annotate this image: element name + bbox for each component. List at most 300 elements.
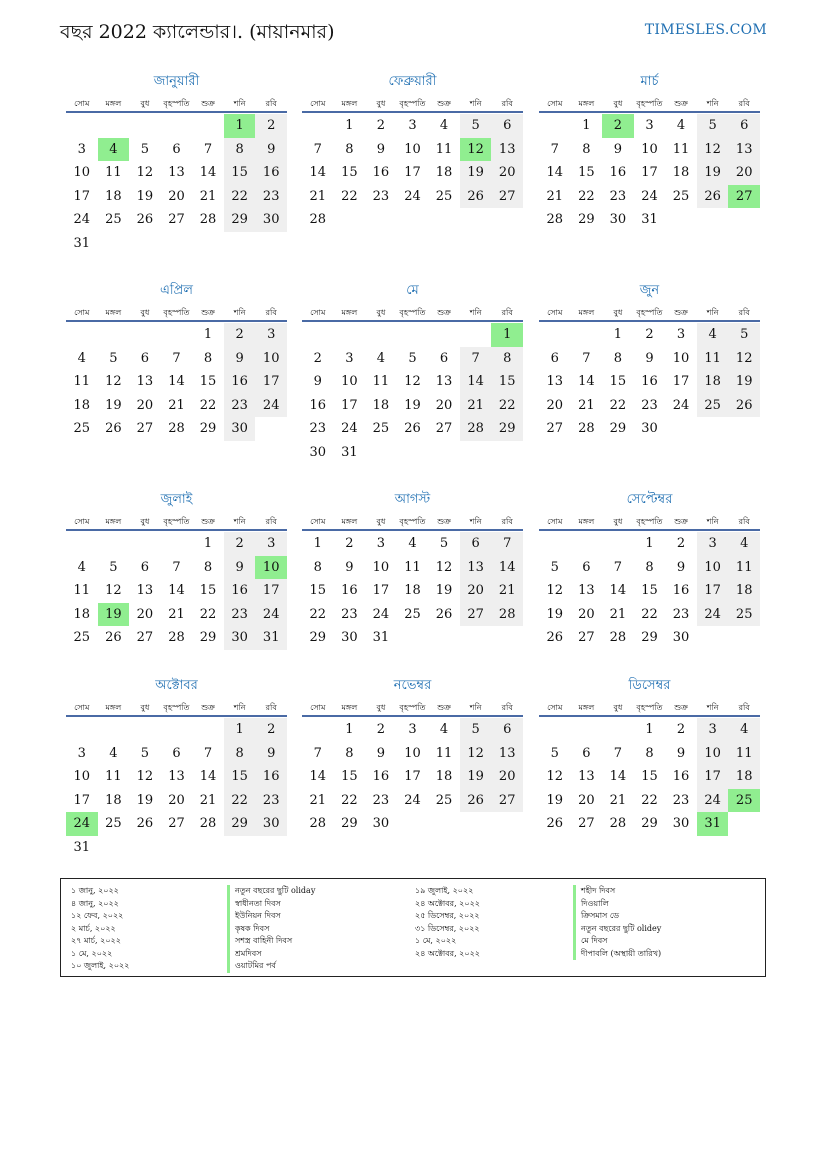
day-cell[interactable]: 30 [341, 630, 358, 645]
day-cell[interactable]: 17 [404, 769, 421, 784]
day-cell[interactable]: 29 [641, 816, 658, 831]
day-cell[interactable]: 10 [697, 742, 729, 766]
day-cell[interactable]: 11 [697, 347, 729, 371]
day-cell[interactable]: 8 [613, 350, 623, 366]
day-cell[interactable]: 31 [255, 626, 287, 650]
day-cell[interactable]: 25 [728, 789, 760, 813]
day-cell[interactable]: 4 [728, 718, 760, 742]
day-cell[interactable]: 22 [309, 606, 327, 622]
day-cell[interactable]: 6 [582, 559, 591, 575]
day-cell[interactable]: 26 [435, 606, 453, 622]
day-cell[interactable]: 21 [491, 579, 523, 603]
day-cell[interactable]: 29 [224, 208, 256, 232]
day-cell[interactable]: 1 [345, 118, 354, 133]
day-cell[interactable]: 2 [676, 722, 686, 737]
day-cell[interactable]: 14 [199, 769, 217, 784]
day-cell[interactable]: 19 [697, 161, 729, 185]
day-cell[interactable]: 24 [404, 792, 421, 808]
day-cell[interactable]: 16 [224, 579, 256, 603]
day-cell[interactable]: 27 [168, 816, 185, 831]
day-cell[interactable]: 13 [491, 742, 523, 766]
day-cell[interactable]: 19 [404, 397, 421, 413]
day-cell[interactable]: 9 [676, 745, 686, 761]
day-cell[interactable]: 26 [136, 816, 154, 831]
day-cell[interactable]: 15 [578, 165, 595, 180]
day-cell[interactable]: 11 [105, 769, 122, 784]
day-cell[interactable]: 4 [98, 138, 130, 162]
day-cell[interactable]: 21 [609, 792, 627, 808]
day-cell[interactable]: 26 [546, 630, 564, 645]
day-cell[interactable]: 2 [224, 532, 256, 556]
day-cell[interactable]: 4 [439, 118, 449, 133]
day-cell[interactable]: 12 [105, 374, 122, 389]
day-cell[interactable]: 14 [491, 556, 523, 580]
day-cell[interactable]: 4 [77, 559, 86, 575]
day-cell[interactable]: 30 [255, 812, 287, 836]
day-cell[interactable]: 3 [345, 350, 354, 366]
day-cell[interactable]: 17 [697, 765, 729, 789]
day-cell[interactable]: 16 [309, 397, 327, 413]
day-cell[interactable]: 9 [255, 742, 287, 766]
day-cell[interactable]: 19 [98, 603, 130, 627]
day-cell[interactable]: 6 [172, 745, 181, 761]
day-cell[interactable]: 6 [550, 350, 559, 366]
day-cell[interactable]: 31 [341, 444, 358, 460]
day-cell[interactable]: 6 [582, 745, 591, 761]
day-cell[interactable]: 5 [697, 114, 729, 138]
day-cell[interactable]: 23 [641, 397, 658, 413]
day-cell[interactable]: 11 [435, 745, 453, 761]
day-cell[interactable]: 28 [491, 603, 523, 627]
day-cell[interactable]: 18 [404, 583, 421, 598]
day-cell[interactable]: 1 [645, 722, 654, 737]
day-cell[interactable]: 23 [309, 421, 327, 436]
day-cell[interactable]: 20 [491, 765, 523, 789]
day-cell[interactable]: 4 [376, 350, 386, 366]
day-cell[interactable]: 1 [645, 536, 654, 551]
day-cell[interactable]: 28 [546, 212, 564, 227]
day-cell[interactable]: 25 [435, 792, 453, 808]
day-cell[interactable]: 2 [376, 118, 386, 133]
day-cell[interactable]: 3 [77, 745, 86, 761]
day-cell[interactable]: 24 [372, 606, 390, 622]
day-cell[interactable]: 12 [546, 769, 564, 784]
day-cell[interactable]: 20 [136, 606, 154, 622]
day-cell[interactable]: 13 [136, 374, 154, 389]
day-cell[interactable]: 11 [435, 141, 453, 157]
day-cell[interactable]: 8 [345, 745, 354, 761]
day-cell[interactable]: 27 [168, 212, 185, 227]
day-cell[interactable]: 12 [697, 138, 729, 162]
day-cell[interactable]: 23 [255, 789, 287, 813]
day-cell[interactable]: 3 [408, 118, 417, 133]
day-cell[interactable]: 22 [224, 185, 256, 209]
day-cell[interactable]: 7 [313, 745, 322, 761]
day-cell[interactable]: 4 [697, 323, 729, 347]
day-cell[interactable]: 16 [255, 161, 287, 185]
day-cell[interactable]: 14 [199, 165, 217, 180]
day-cell[interactable]: 26 [105, 630, 122, 645]
day-cell[interactable]: 8 [203, 350, 213, 366]
day-cell[interactable]: 6 [140, 350, 150, 366]
day-cell[interactable]: 6 [140, 559, 150, 575]
day-cell[interactable]: 22 [491, 394, 523, 418]
day-cell[interactable]: 4 [408, 536, 417, 551]
day-cell[interactable]: 16 [341, 583, 358, 598]
day-cell[interactable]: 8 [345, 141, 354, 157]
day-cell[interactable]: 26 [697, 185, 729, 209]
day-cell[interactable]: 22 [341, 188, 358, 204]
day-cell[interactable]: 27 [578, 816, 595, 831]
day-cell[interactable]: 20 [136, 397, 154, 413]
day-cell[interactable]: 31 [641, 212, 658, 227]
day-cell[interactable]: 24 [255, 603, 287, 627]
day-cell[interactable]: 14 [546, 165, 564, 180]
day-cell[interactable]: 5 [728, 323, 760, 347]
day-cell[interactable]: 12 [435, 559, 453, 575]
day-cell[interactable]: 3 [697, 532, 729, 556]
day-cell[interactable]: 30 [609, 212, 627, 227]
day-cell[interactable]: 31 [73, 839, 91, 855]
day-cell[interactable]: 21 [460, 394, 492, 418]
day-cell[interactable]: 28 [578, 421, 595, 436]
day-cell[interactable]: 5 [408, 350, 417, 366]
day-cell[interactable]: 1 [313, 536, 322, 551]
day-cell[interactable]: 27 [491, 185, 523, 209]
day-cell[interactable]: 21 [578, 397, 595, 413]
day-cell[interactable]: 20 [168, 188, 185, 204]
day-cell[interactable]: 4 [439, 722, 449, 737]
day-cell[interactable]: 29 [309, 630, 327, 645]
day-cell[interactable]: 19 [460, 765, 492, 789]
day-cell[interactable]: 12 [404, 374, 421, 389]
day-cell[interactable]: 7 [313, 141, 322, 157]
day-cell[interactable]: 9 [613, 141, 623, 157]
day-cell[interactable]: 17 [697, 579, 729, 603]
day-cell[interactable]: 16 [372, 165, 390, 180]
day-cell[interactable]: 22 [341, 792, 358, 808]
day-cell[interactable]: 23 [372, 188, 390, 204]
day-cell[interactable]: 28 [168, 421, 185, 436]
day-cell[interactable]: 10 [404, 141, 421, 157]
day-cell[interactable]: 7 [550, 141, 559, 157]
day-cell[interactable]: 15 [341, 165, 358, 180]
day-cell[interactable]: 25 [435, 188, 453, 204]
day-cell[interactable]: 9 [345, 559, 354, 575]
day-cell[interactable]: 6 [491, 718, 523, 742]
day-cell[interactable]: 5 [140, 141, 150, 157]
day-cell[interactable]: 3 [676, 327, 686, 342]
day-cell[interactable]: 29 [199, 421, 217, 436]
day-cell[interactable]: 31 [697, 812, 729, 836]
day-cell[interactable]: 5 [439, 536, 449, 551]
day-cell[interactable]: 25 [105, 212, 122, 227]
day-cell[interactable]: 7 [172, 559, 181, 575]
day-cell[interactable]: 21 [309, 188, 327, 204]
day-cell[interactable]: 18 [73, 397, 91, 413]
day-cell[interactable]: 1 [582, 118, 591, 133]
day-cell[interactable]: 30 [372, 816, 390, 831]
day-cell[interactable]: 14 [609, 583, 627, 598]
day-cell[interactable]: 18 [372, 397, 390, 413]
day-cell[interactable]: 9 [313, 374, 322, 389]
day-cell[interactable]: 19 [728, 370, 760, 394]
day-cell[interactable]: 2 [676, 536, 686, 551]
day-cell[interactable]: 23 [224, 394, 256, 418]
day-cell[interactable]: 4 [676, 118, 686, 133]
day-cell[interactable]: 17 [404, 165, 421, 180]
day-cell[interactable]: 14 [168, 374, 185, 389]
day-cell[interactable]: 24 [697, 603, 729, 627]
day-cell[interactable]: 18 [73, 606, 91, 622]
day-cell[interactable]: 11 [728, 556, 760, 580]
day-cell[interactable]: 18 [728, 765, 760, 789]
day-cell[interactable]: 11 [73, 374, 91, 389]
day-cell[interactable]: 18 [435, 165, 453, 180]
day-cell[interactable]: 4 [109, 745, 118, 761]
day-cell[interactable]: 5 [109, 350, 118, 366]
day-cell[interactable]: 28 [609, 816, 627, 831]
day-cell[interactable]: 19 [136, 188, 154, 204]
day-cell[interactable]: 3 [77, 141, 86, 157]
day-cell[interactable]: 28 [309, 816, 327, 831]
day-cell[interactable]: 16 [255, 765, 287, 789]
day-cell[interactable]: 21 [199, 792, 217, 808]
day-cell[interactable]: 3 [408, 722, 417, 737]
day-cell[interactable]: 19 [460, 161, 492, 185]
day-cell[interactable]: 7 [460, 347, 492, 371]
day-cell[interactable]: 13 [168, 165, 185, 180]
day-cell[interactable]: 1 [224, 718, 256, 742]
day-cell[interactable]: 11 [672, 141, 690, 157]
day-cell[interactable]: 1 [613, 327, 623, 342]
day-cell[interactable]: 16 [672, 769, 690, 784]
day-cell[interactable]: 5 [460, 114, 492, 138]
day-cell[interactable]: 13 [460, 556, 492, 580]
day-cell[interactable]: 15 [609, 374, 627, 389]
day-cell[interactable]: 2 [255, 718, 287, 742]
day-cell[interactable]: 3 [255, 323, 287, 347]
day-cell[interactable]: 20 [578, 792, 595, 808]
day-cell[interactable]: 14 [309, 769, 327, 784]
day-cell[interactable]: 2 [255, 114, 287, 138]
day-cell[interactable]: 6 [491, 114, 523, 138]
day-cell[interactable]: 9 [376, 141, 386, 157]
day-cell[interactable]: 22 [199, 397, 217, 413]
day-cell[interactable]: 17 [255, 370, 287, 394]
day-cell[interactable]: 20 [578, 606, 595, 622]
day-cell[interactable]: 20 [546, 397, 564, 413]
day-cell[interactable]: 10 [404, 745, 421, 761]
day-cell[interactable]: 22 [224, 789, 256, 813]
day-cell[interactable]: 2 [345, 536, 354, 551]
day-cell[interactable]: 24 [66, 812, 98, 836]
day-cell[interactable]: 8 [313, 559, 322, 575]
day-cell[interactable]: 12 [136, 769, 154, 784]
day-cell[interactable]: 22 [578, 188, 595, 204]
day-cell[interactable]: 16 [224, 370, 256, 394]
site-link[interactable]: TIMESLES.COM [644, 22, 767, 38]
day-cell[interactable]: 9 [224, 556, 256, 580]
day-cell[interactable]: 28 [168, 630, 185, 645]
day-cell[interactable]: 1 [345, 722, 354, 737]
day-cell[interactable]: 16 [372, 769, 390, 784]
day-cell[interactable]: 5 [550, 559, 559, 575]
day-cell[interactable]: 12 [105, 583, 122, 598]
day-cell[interactable]: 12 [546, 583, 564, 598]
day-cell[interactable]: 28 [309, 212, 327, 227]
day-cell[interactable]: 25 [372, 421, 390, 436]
day-cell[interactable]: 21 [309, 792, 327, 808]
day-cell[interactable]: 29 [491, 417, 523, 441]
day-cell[interactable]: 1 [203, 327, 213, 342]
day-cell[interactable]: 24 [341, 421, 358, 436]
day-cell[interactable]: 29 [341, 816, 358, 831]
day-cell[interactable]: 26 [460, 789, 492, 813]
day-cell[interactable]: 20 [168, 792, 185, 808]
day-cell[interactable]: 23 [672, 792, 690, 808]
day-cell[interactable]: 18 [105, 792, 122, 808]
day-cell[interactable]: 23 [255, 185, 287, 209]
day-cell[interactable]: 1 [203, 536, 213, 551]
day-cell[interactable]: 27 [578, 630, 595, 645]
day-cell[interactable]: 28 [199, 212, 217, 227]
day-cell[interactable]: 29 [224, 812, 256, 836]
day-cell[interactable]: 10 [73, 165, 91, 180]
day-cell[interactable]: 15 [309, 583, 327, 598]
day-cell[interactable]: 29 [609, 421, 627, 436]
day-cell[interactable]: 25 [728, 603, 760, 627]
day-cell[interactable]: 10 [372, 559, 390, 575]
day-cell[interactable]: 27 [546, 421, 564, 436]
day-cell[interactable]: 12 [728, 347, 760, 371]
day-cell[interactable]: 2 [376, 722, 386, 737]
day-cell[interactable]: 28 [609, 630, 627, 645]
day-cell[interactable]: 10 [73, 769, 91, 784]
day-cell[interactable]: 10 [697, 556, 729, 580]
day-cell[interactable]: 7 [613, 745, 623, 761]
day-cell[interactable]: 11 [372, 374, 390, 389]
day-cell[interactable]: 30 [224, 417, 256, 441]
day-cell[interactable]: 3 [645, 118, 654, 133]
day-cell[interactable]: 8 [491, 347, 523, 371]
day-cell[interactable]: 13 [168, 769, 185, 784]
day-cell[interactable]: 7 [613, 559, 623, 575]
day-cell[interactable]: 13 [546, 374, 564, 389]
day-cell[interactable]: 12 [460, 742, 492, 766]
day-cell[interactable]: 23 [372, 792, 390, 808]
day-cell[interactable]: 27 [728, 185, 760, 209]
day-cell[interactable]: 15 [491, 370, 523, 394]
day-cell[interactable]: 24 [73, 212, 91, 227]
day-cell[interactable]: 2 [602, 114, 634, 138]
day-cell[interactable]: 30 [255, 208, 287, 232]
day-cell[interactable]: 13 [578, 583, 595, 598]
day-cell[interactable]: 17 [73, 792, 91, 808]
day-cell[interactable]: 12 [460, 138, 492, 162]
day-cell[interactable]: 3 [376, 536, 386, 551]
day-cell[interactable]: 14 [460, 370, 492, 394]
day-cell[interactable]: 16 [609, 165, 627, 180]
day-cell[interactable]: 7 [203, 745, 213, 761]
day-cell[interactable]: 9 [676, 559, 686, 575]
day-cell[interactable]: 24 [404, 188, 421, 204]
day-cell[interactable]: 21 [168, 606, 185, 622]
day-cell[interactable]: 4 [77, 350, 86, 366]
day-cell[interactable]: 19 [435, 583, 453, 598]
day-cell[interactable]: 24 [641, 188, 658, 204]
day-cell[interactable]: 27 [460, 603, 492, 627]
day-cell[interactable]: 15 [341, 769, 358, 784]
day-cell[interactable]: 23 [672, 606, 690, 622]
day-cell[interactable]: 2 [313, 350, 322, 366]
day-cell[interactable]: 3 [255, 532, 287, 556]
day-cell[interactable]: 30 [672, 630, 690, 645]
day-cell[interactable]: 21 [199, 188, 217, 204]
day-cell[interactable]: 12 [136, 165, 154, 180]
day-cell[interactable]: 14 [578, 374, 595, 389]
day-cell[interactable]: 1 [491, 323, 523, 347]
day-cell[interactable]: 2 [645, 327, 654, 342]
day-cell[interactable]: 3 [697, 718, 729, 742]
day-cell[interactable]: 15 [199, 583, 217, 598]
day-cell[interactable]: 9 [376, 745, 386, 761]
day-cell[interactable]: 17 [372, 583, 390, 598]
day-cell[interactable]: 6 [172, 141, 181, 157]
day-cell[interactable]: 17 [341, 397, 358, 413]
day-cell[interactable]: 7 [582, 350, 591, 366]
day-cell[interactable]: 20 [435, 397, 453, 413]
day-cell[interactable]: 7 [203, 141, 213, 157]
day-cell[interactable]: 26 [136, 212, 154, 227]
day-cell[interactable]: 30 [224, 626, 256, 650]
day-cell[interactable]: 27 [435, 421, 453, 436]
day-cell[interactable]: 9 [645, 350, 654, 366]
day-cell[interactable]: 14 [309, 165, 327, 180]
day-cell[interactable]: 22 [199, 606, 217, 622]
day-cell[interactable]: 10 [255, 347, 287, 371]
day-cell[interactable]: 6 [460, 532, 492, 556]
day-cell[interactable]: 19 [105, 397, 122, 413]
day-cell[interactable]: 10 [255, 556, 287, 580]
day-cell[interactable]: 5 [140, 745, 150, 761]
day-cell[interactable]: 23 [224, 603, 256, 627]
day-cell[interactable]: 16 [641, 374, 658, 389]
day-cell[interactable]: 18 [435, 769, 453, 784]
day-cell[interactable]: 17 [255, 579, 287, 603]
day-cell[interactable]: 23 [609, 188, 627, 204]
day-cell[interactable]: 31 [372, 630, 390, 645]
day-cell[interactable]: 18 [697, 370, 729, 394]
day-cell[interactable]: 6 [439, 350, 449, 366]
day-cell[interactable]: 26 [546, 816, 564, 831]
day-cell[interactable]: 10 [641, 141, 658, 157]
day-cell[interactable]: 8 [582, 141, 591, 157]
day-cell[interactable]: 24 [672, 397, 690, 413]
day-cell[interactable]: 10 [672, 350, 690, 366]
day-cell[interactable]: 13 [435, 374, 453, 389]
day-cell[interactable]: 26 [105, 421, 122, 436]
day-cell[interactable]: 8 [224, 138, 256, 162]
day-cell[interactable]: 25 [697, 394, 729, 418]
day-cell[interactable]: 30 [672, 816, 690, 831]
day-cell[interactable]: 7 [172, 350, 181, 366]
day-cell[interactable]: 25 [404, 606, 421, 622]
day-cell[interactable]: 25 [73, 630, 91, 645]
day-cell[interactable]: 29 [641, 630, 658, 645]
day-cell[interactable]: 9 [255, 138, 287, 162]
day-cell[interactable]: 25 [73, 421, 91, 436]
